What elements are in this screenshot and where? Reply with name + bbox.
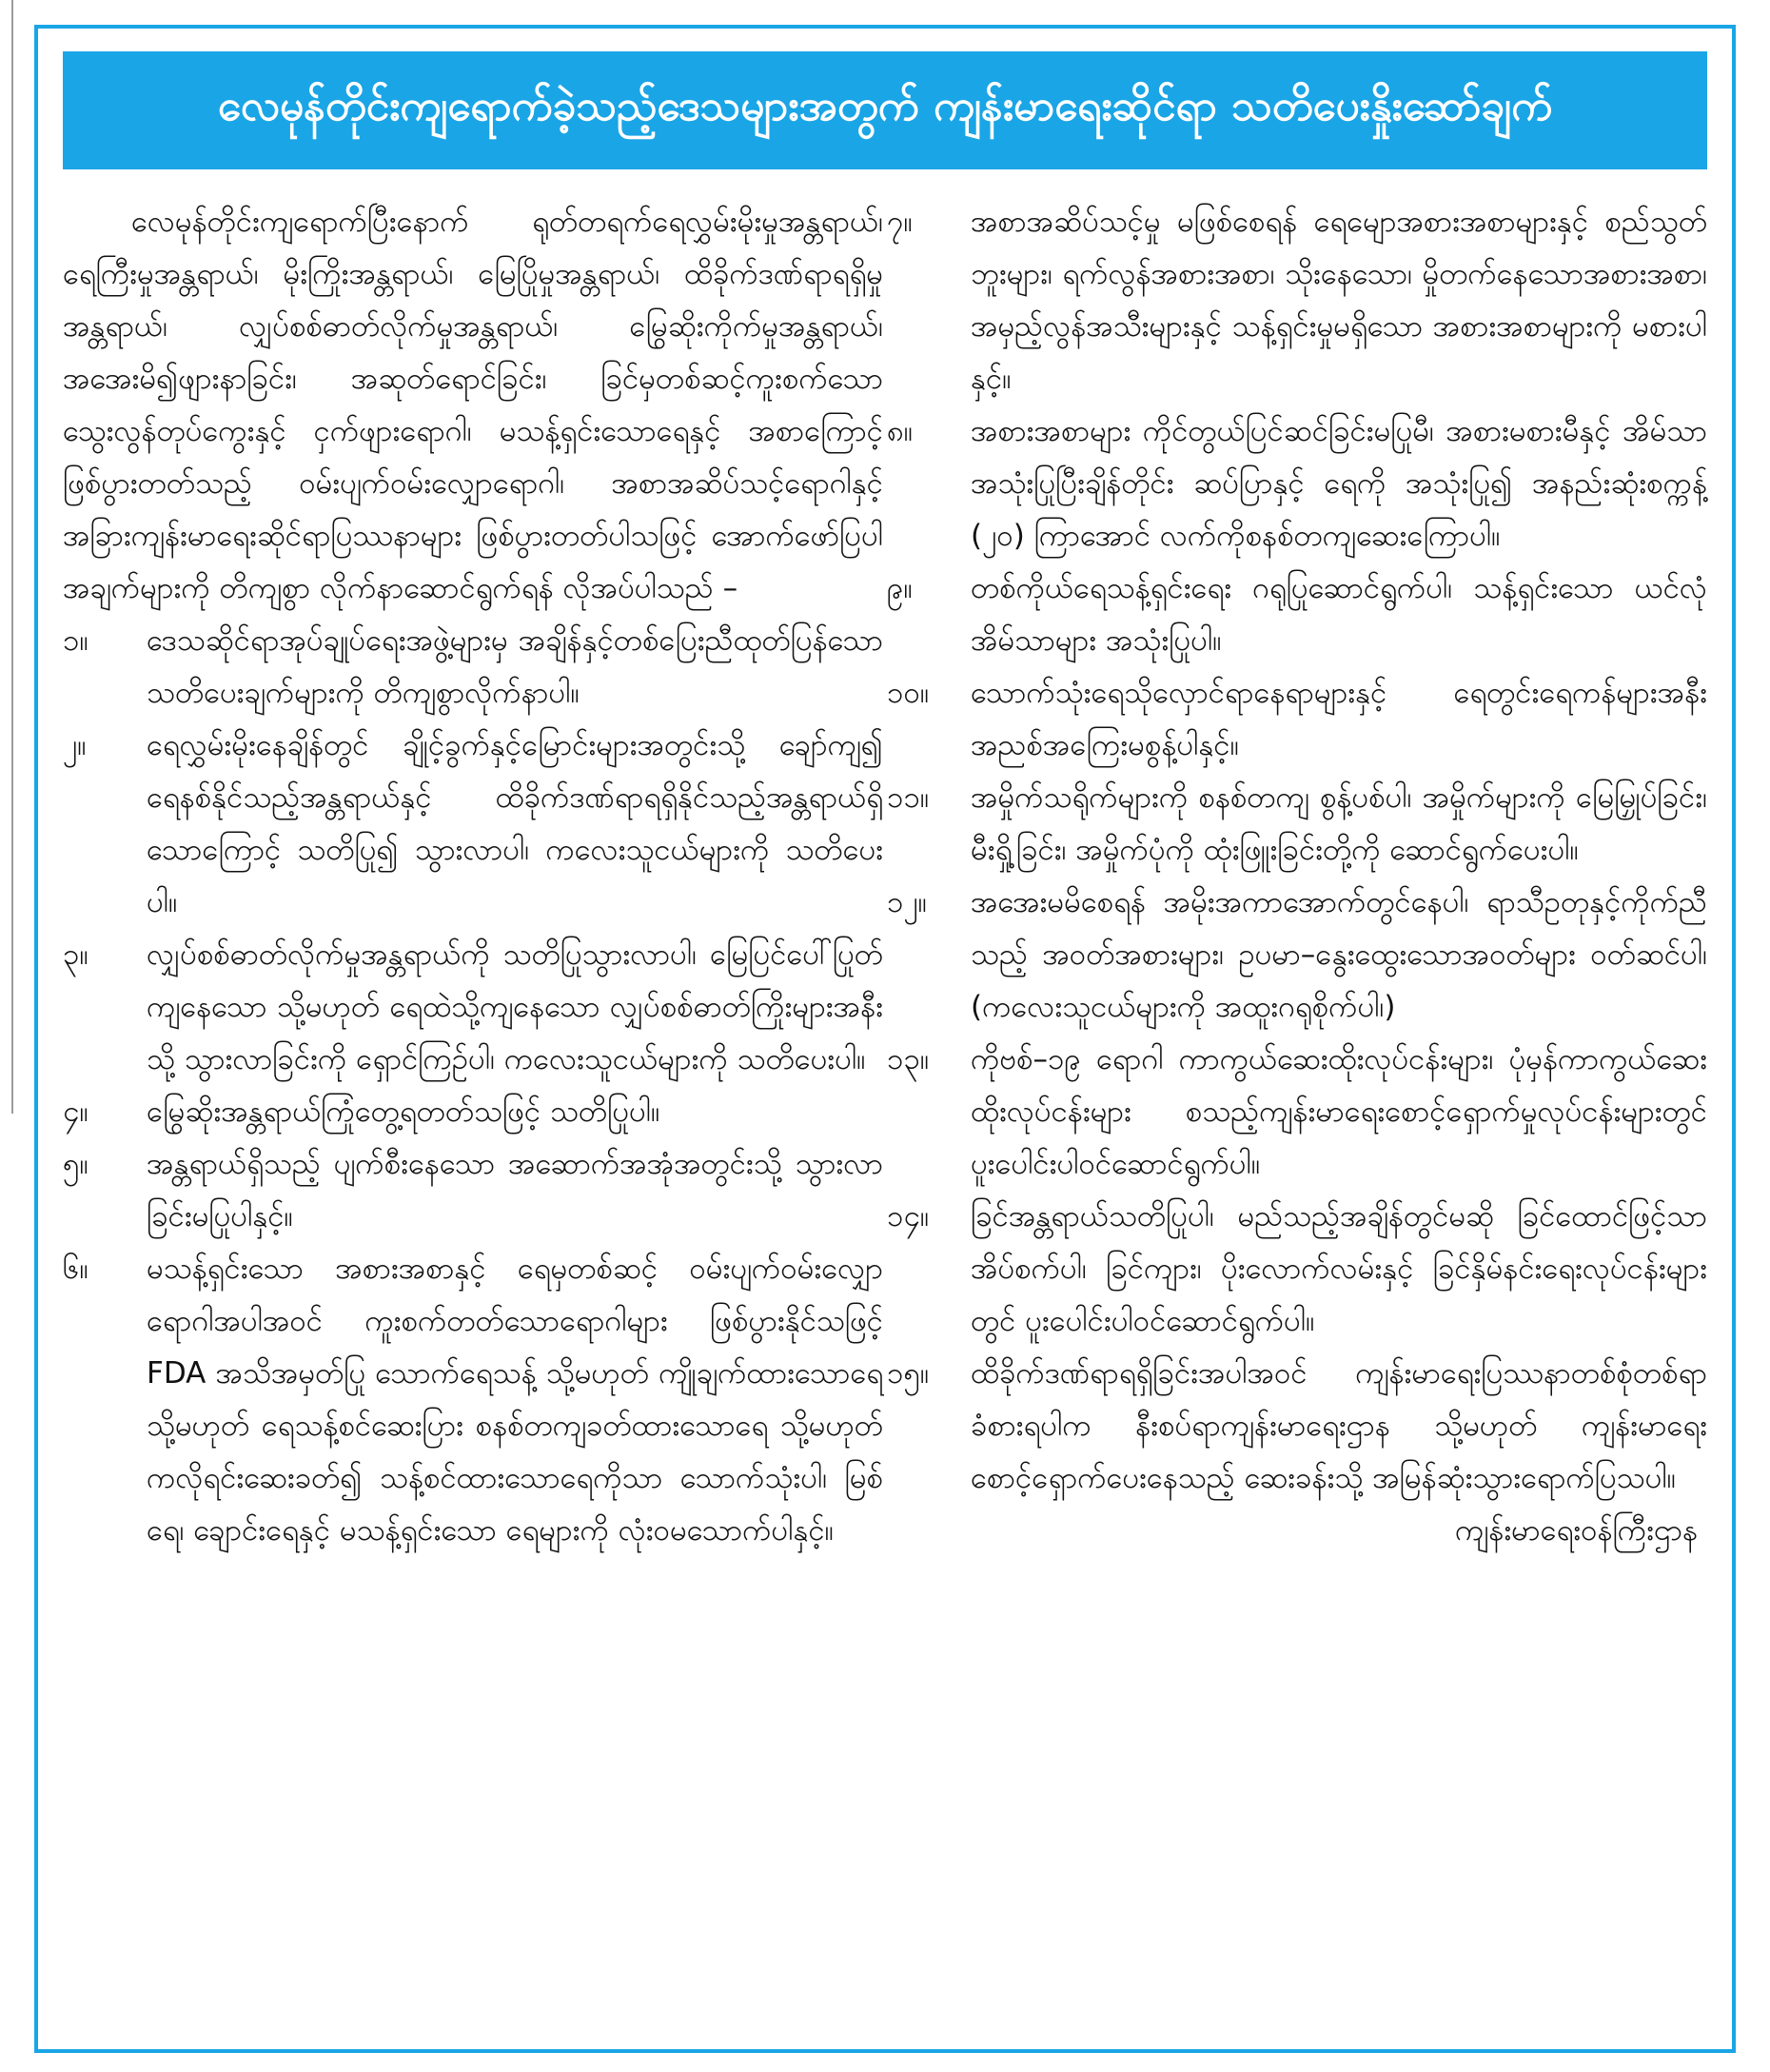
item-number: ၅။ — [63, 1147, 88, 1181]
item-number: ၈။ — [887, 414, 914, 448]
list-item — [887, 877, 1707, 1034]
item-number: ၁၄။ — [887, 1199, 930, 1233]
item-text: ခြင်အန္တရာယ်သတိပြုပါ၊ မည်သည့်အချိန်တွင်မဆို ခြင်ထောင်ဖြင့်သာ အိပ်စက်ပါ၊ ခြင်ကျား၊ ပိုးလောက်လမ်းနှင့် ခြင်နှိမ်နင်းရေးလုပ်ငန်းများတွင် ပူးပေါင်းပါဝင်ဆောင်ရွက်ပါ။ — [971, 1199, 1707, 1338]
item-text: မြွေဆိုးအန္တရာယ်ကြုံတွေ့ရတတ်သဖြင့် သတိပြုပါ။ — [147, 1095, 660, 1129]
item-number: ၆။ — [63, 1252, 88, 1286]
list-item — [887, 405, 1707, 562]
item-number: ၁၂။ — [887, 885, 928, 919]
intro-paragraph: လေမုန်တိုင်းကျရောက်ပြီးနောက် ရုတ်တရက်ရေလွှမ်းမိုးမှုအန္တရာယ်၊ ရေကြီးမှုအန္တရာယ်၊ မိုးကြိုးအန္တရာယ်၊ မြေပြိုမှုအန္တရာယ်၊ ထိခိုက်ဒဏ်ရာရရှိမှုအန္တရာယ်၊ လျှပ်စစ်ဓာတ်လိုက်မှုအန္တရာယ်၊ မြွေဆိုးကိုက်မှုအန္တရာယ်၊ အအေးမိ၍ဖျားနာခြင်း၊ အဆုတ်ရောင်ခြင်း၊ ခြင်မှတစ်ဆင့်ကူးစက်သော သွေးလွန်တုပ်ကွေးနှင့် ငှက်ဖျားရောဂါ၊ မသန့်ရှင်းသောရေနှင့် အစာကြောင့် ဖြစ်ပွားတတ်သည့် ဝမ်းပျက်ဝမ်းလျှောရောဂါ၊ အစာအဆိပ်သင့်ရောဂါနှင့် အခြားကျန်းမာရေးဆိုင်ရာပြဿနာများ ဖြစ်ပွားတတ်ပါသဖြင့် အောက်ဖော်ပြပါအချက်များကို တိကျစွာ လိုက်နာဆောင်ရွက်ရန် လိုအပ်ပါသည် – — [63, 205, 883, 605]
item-text: မသန့်ရှင်းသော အစားအစာနှင့် ရေမှတစ်ဆင့် ဝမ်းပျက်ဝမ်းလျှောရောဂါအပါအဝင် ကူးစက်တတ်သောရောဂါများ ဖြစ်ပွားနိုင်သဖြင့် FDA အသိအမှတ်ပြု သောက်ရေသန့် သို့မဟုတ် ကျိုချက်ထားသောရေ သို့မဟုတ် ရေသန့်စင်ဆေးပြား စနစ်တကျခတ်ထားသောရေ သို့မဟုတ် ကလိုရင်းဆေးခတ်၍ သန့်စင်ထားသောရေကိုသာ သောက်သုံးပါ၊ မြစ်ရေ၊ ချောင်းရေနှင့် မသန့်ရှင်းသော ရေများကို လုံးဝမသောက်ပါနှင့်။ — [147, 1252, 883, 1548]
left-column — [63, 196, 883, 2028]
list-item — [63, 720, 883, 929]
list-item — [887, 772, 1707, 877]
title-banner — [63, 51, 1707, 169]
item-number: ၃။ — [63, 937, 88, 972]
item-text: ကိုဗစ်–၁၉ ရောဂါ ကာကွယ်ဆေးထိုးလုပ်ငန်းများ၊ ပုံမှန်ကာကွယ်ဆေးထိုးလုပ်ငန်းများ စသည့်ကျန်းမာရေးစောင့်ရှောက်မှုလုပ်ငန်းများတွင် ပူးပေါင်းပါဝင်ဆောင်ရွက်ပါ။ — [971, 1042, 1707, 1181]
item-text: ဒေသဆိုင်ရာအုပ်ချုပ်ရေးအဖွဲ့များမှ အချိန်နှင့်တစ်ပြေးညီထုတ်ပြန်သော သတိပေးချက်များကို တိကျစွာလိုက်နာပါ။ — [147, 623, 883, 710]
list-item — [887, 1034, 1707, 1191]
item-text: လျှပ်စစ်ဓာတ်လိုက်မှုအန္တရာယ်ကို သတိပြုသွားလာပါ၊ မြေပြင်ပေါ်ပြုတ်ကျနေသော သို့မဟုတ် ရေထဲသို့ကျနေသော လျှပ်စစ်ဓာတ်ကြိုးများအနီးသို့ သွားလာခြင်းကို ရှောင်ကြဉ်ပါ၊ ကလေးသူငယ်များကို သတိပေးပါ။ — [147, 937, 883, 1076]
list-item — [63, 615, 883, 720]
item-number: ၇။ — [887, 205, 913, 239]
page-edge-line — [11, 0, 13, 1114]
item-number: ၁၁။ — [887, 780, 930, 815]
item-text: ထိခိုက်ဒဏ်ရာရရှိခြင်းအပါအဝင် ကျန်းမာရေးပြဿနာတစ်စုံတစ်ရာခံစားရပါက နီးစပ်ရာကျန်းမာရေးဌာန သို့မဟုတ် ကျန်းမာရေးစောင့်ရှောက်ပေးနေသည့် ဆေးခန်းသို့ အမြန်ဆုံးသွားရောက်ပြသပါ။ — [971, 1356, 1707, 1495]
right-column — [887, 196, 1707, 2028]
list-item — [887, 1348, 1707, 1505]
item-number: ၄။ — [63, 1095, 88, 1129]
item-text: အစာအဆိပ်သင့်မှု မဖြစ်စေရန် ရေမျောအစားအစာများနှင့် စည်သွတ်ဘူးများ၊ ရက်လွန်အစားအစာ၊ သိုးနေသော၊ မှိုတက်နေသောအစားအစာ၊ အမှည့်လွန်အသီးများနှင့် သန့်ရှင်းမှုမရှိသော အစားအစာများကို မစားပါနှင့်။ — [971, 205, 1707, 396]
item-number: ၂။ — [63, 728, 87, 762]
list-item — [887, 667, 1707, 772]
item-text: အမှိုက်သရိုက်များကို စနစ်တကျ စွန့်ပစ်ပါ၊ အမှိုက်များကို မြေမြှုပ်ခြင်း၊ မီးရှို့ခြင်း၊ အမှိုက်ပုံကို ထုံးဖြူးခြင်းတို့ကို ဆောင်ရွက်ပေးပါ။ — [971, 780, 1707, 867]
notice-title: လေမုန်တိုင်းကျရောက်ခဲ့သည့်ဒေသများအတွက် ကျန်းမာရေးဆိုင်ရာ သတိပေးနှိုးဆော်ချက် — [217, 82, 1553, 130]
list-item — [63, 1138, 883, 1243]
list-item — [63, 1243, 883, 1557]
item-text: အန္တရာယ်ရှိသည့် ပျက်စီးနေသော အဆောက်အအုံအတွင်းသို့ သွားလာခြင်းမပြုပါနှင့်။ — [147, 1147, 883, 1233]
notice-frame — [34, 25, 1736, 2053]
item-text: တစ်ကိုယ်ရေသန့်ရှင်းရေး ဂရုပြုဆောင်ရွက်ပါ၊ သန့်ရှင်းသော ယင်လုံအိမ်သာများ အသုံးပြုပါ။ — [971, 571, 1707, 658]
item-number: ၁။ — [63, 623, 88, 658]
issuer-signature: ကျန်းမာရေးဝန်ကြီးဌာန — [1455, 1513, 1698, 1548]
item-number: ၁၅။ — [887, 1356, 930, 1391]
item-number: ၉။ — [887, 571, 913, 605]
list-item — [63, 929, 883, 1086]
item-number: ၁၀။ — [887, 676, 930, 710]
item-text: ရေလွှမ်းမိုးနေချိန်တွင် ချိုင့်ခွက်နှင့်မြောင်းများအတွင်းသို့ ချော်ကျ၍ ရေနစ်နိုင်သည့်အန္တရာယ်နှင့် ထိခိုက်ဒဏ်ရာရရှိနိုင်သည့်အန္တရာယ်ရှိသောကြောင့် သတိပြု၍ သွားလာပါ၊ ကလေးသူငယ်များကို သတိပေးပါ။ — [147, 728, 883, 919]
item-text: သောက်သုံးရေသိုလှောင်ရာနေရာများနှင့် ရေတွင်းရေကန်များအနီး အညစ်အကြေးမစွန့်ပါနှင့်။ — [971, 676, 1707, 762]
list-item — [887, 196, 1707, 405]
notice-body — [63, 196, 1707, 2028]
list-item — [887, 1191, 1707, 1348]
item-text: အအေးမမိစေရန် အမိုးအကာအောက်တွင်နေပါ၊ ရာသီဥတုနှင့်ကိုက်ညီသည့် အဝတ်အစားများ၊ ဥပမာ–နွေးထွေးသောအဝတ်များ ဝတ်ဆင်ပါ၊ (ကလေးသူငယ်များကို အထူးဂရုစိုက်ပါ၊) — [971, 885, 1707, 1024]
list-item — [887, 562, 1707, 667]
list-item — [63, 1086, 883, 1138]
item-number: ၁၃။ — [887, 1042, 930, 1076]
item-text: အစားအစာများ ကိုင်တွယ်ပြင်ဆင်ခြင်းမပြုမီ၊ အစားမစားမီနှင့် အိမ်သာအသုံးပြုပြီးချိန်တိုင်း ဆပ်ပြာနှင့် ရေကို အသုံးပြု၍ အနည်းဆုံးစက္ကန့် (၂၀) ကြာအောင် လက်ကိုစနစ်တကျဆေးကြောပါ။ — [971, 414, 1707, 553]
